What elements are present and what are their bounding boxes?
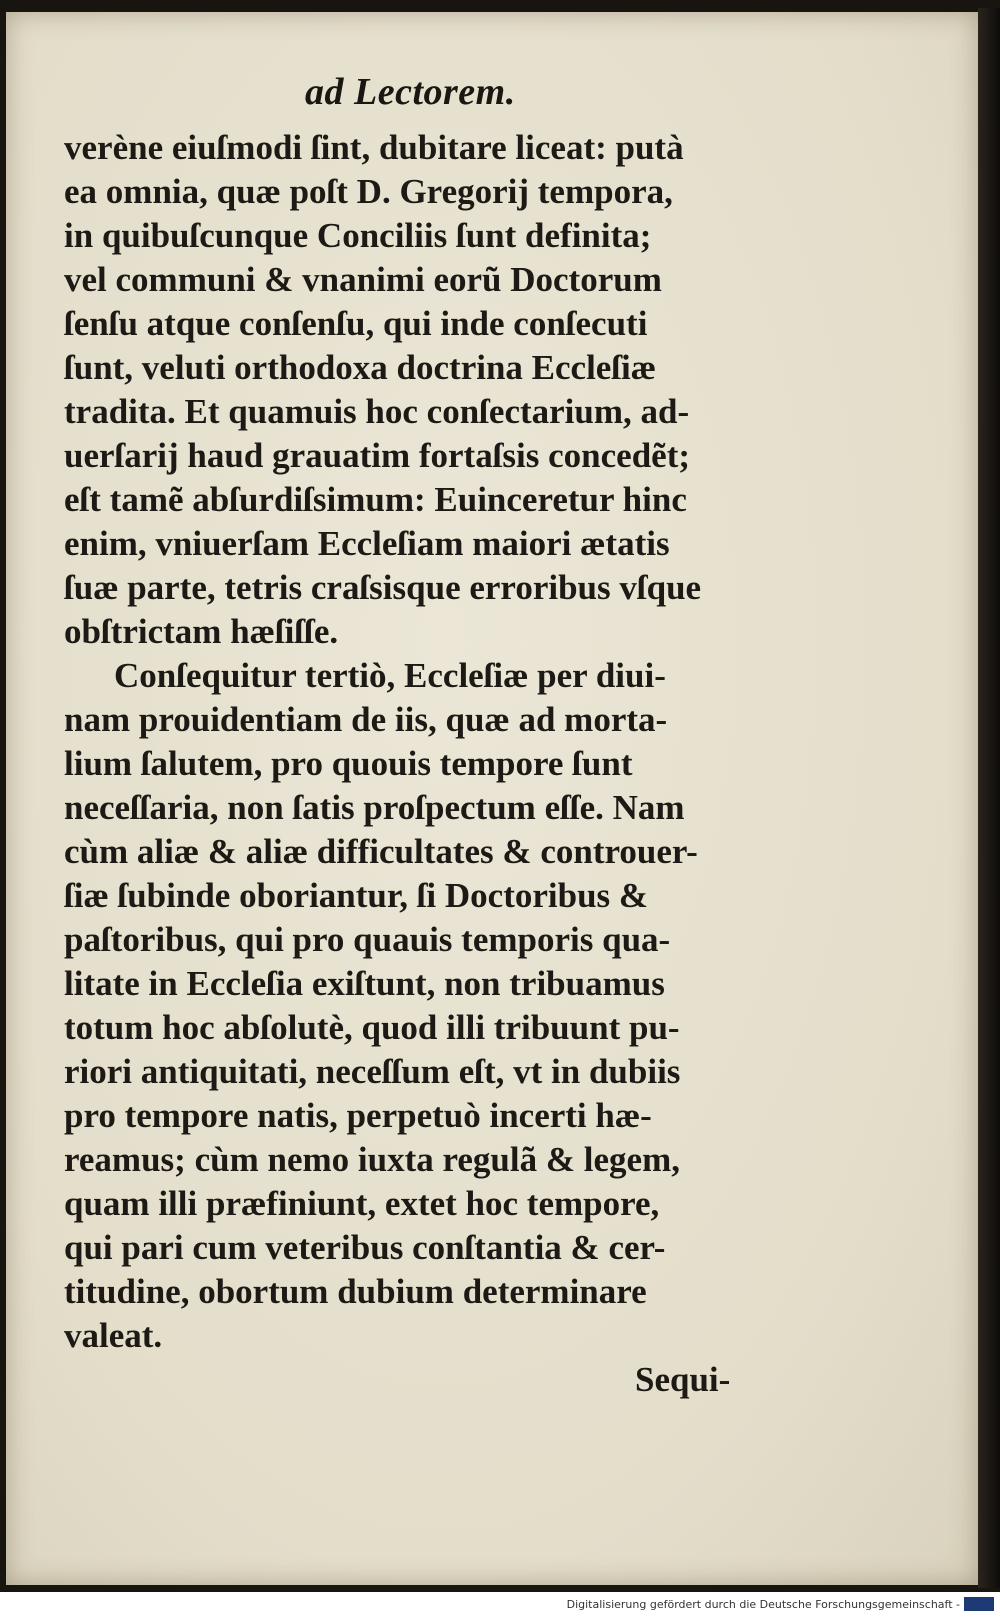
footer-credit: Digitalisierung gefördert durch die Deutsche Forschungsgemeinschaft - xyxy=(566,1598,960,1611)
running-head: ad Lectorem. xyxy=(305,71,516,113)
text-line: ſiæ ſubinde oboriantur, ſi Doctoribus & xyxy=(64,876,649,915)
text-line: enim, vniuerſam Eccleſiam maiori ætatis xyxy=(64,524,670,563)
dfg-logo xyxy=(964,1597,994,1611)
text-line: in quibuſcunque Conciliis ſunt definita; xyxy=(64,216,652,255)
catchword: Sequi- xyxy=(635,1360,731,1399)
text-line: paſtoribus, qui pro quauis temporis qua- xyxy=(64,920,671,959)
text-line: riori antiquitati, neceſſum eſt, vt in dubiis xyxy=(64,1052,681,1091)
text-line: vel communi & vnanimi eorũ Doctorum xyxy=(64,260,662,299)
text-line: ſuæ parte, tetris craſsisque erroribus vſque xyxy=(64,568,702,607)
text-line: obſtrictam hæſiſſe. xyxy=(64,612,339,651)
body-text xyxy=(64,126,732,1358)
text-line: tradita. Et quamuis hoc conſectarium, ad- xyxy=(64,392,690,431)
text-line: titudine, obortum dubium determinare xyxy=(64,1272,647,1311)
text-line: pro tempore natis, perpetuò incerti hæ- xyxy=(64,1096,652,1135)
text-line: lium ſalutem, pro quouis tempore ſunt xyxy=(64,744,633,783)
text-line: neceſſaria, non ſatis proſpectum eſſe. Nam xyxy=(64,788,685,827)
text-line: uerſarij haud grauatim fortaſsis concedẽt; xyxy=(64,436,691,475)
text-line: ſunt, veluti orthodoxa doctrina Eccleſiæ xyxy=(64,348,657,387)
text-line: totum hoc abſolutè, quod illi tribuunt pu- xyxy=(64,1008,680,1047)
text-line: ea omnia, quæ poſt D. Gregorij tempora, xyxy=(64,172,673,211)
text-line: Conſequitur tertiò, Eccleſiæ per diui- xyxy=(114,656,666,695)
text-line: qui pari cum veteribus conſtantia & cer- xyxy=(64,1228,666,1267)
text-line: ſenſu atque conſenſu, qui inde conſecuti xyxy=(64,304,648,343)
text-line: nam prouidentiam de iis, quæ ad morta- xyxy=(64,700,668,739)
text-line: cùm aliæ & aliæ difficultates & controuer- xyxy=(64,832,698,871)
text-line: valeat. xyxy=(64,1316,163,1355)
text-line: reamus; cùm nemo iuxta regulã & legem, xyxy=(64,1140,680,1179)
text-line: eſt tamẽ abſurdiſsimum: Euinceretur hinc xyxy=(64,480,687,519)
text-line: verène eiuſmodi ſint, dubitare liceat: putà xyxy=(64,128,684,167)
text-line: litate in Eccleſia exiſtunt, non tribuamus xyxy=(64,964,665,1003)
text-line: quam illi præfiniunt, extet hoc tempore, xyxy=(64,1184,660,1223)
book-edge xyxy=(978,8,1000,1588)
